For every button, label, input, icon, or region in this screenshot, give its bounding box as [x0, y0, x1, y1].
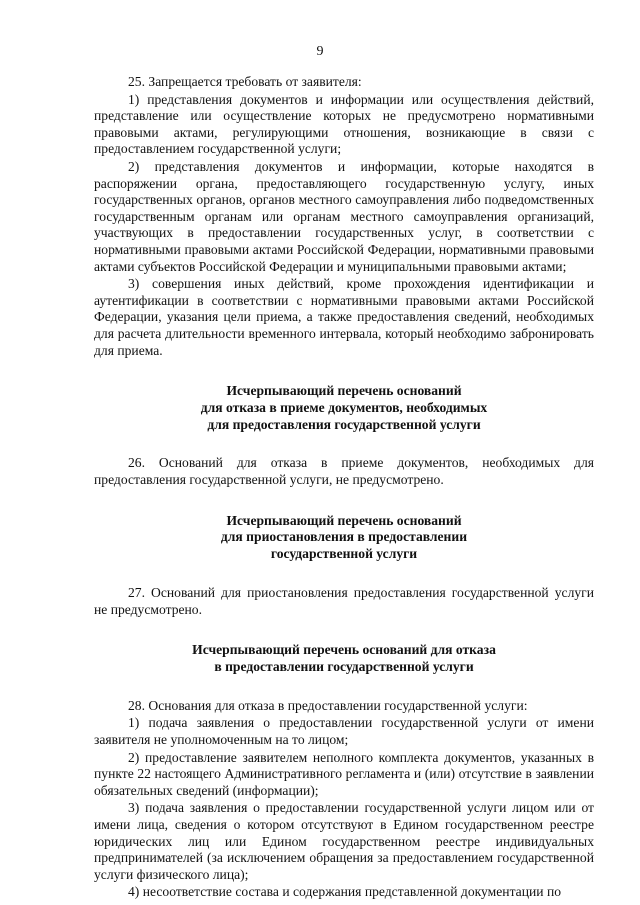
section-28-item-4: 4) несоответствие состава и содержания представленной документации по [128, 884, 562, 900]
heading-line: в предоставлении государственной услуги [214, 659, 474, 675]
heading-line: Исчерпывающий перечень оснований [226, 383, 462, 399]
section-28-item-2: 2) предоставление заявителем неполного комплекта документов, указанных в пункте 22 настоящего Административного регламента и (или) отсутствие в заявлении обязательных сведений (информации); [94, 749, 594, 798]
heading-refusal-service [94, 642, 594, 676]
heading-line: государственной услуги [270, 546, 418, 562]
document-body [94, 74, 594, 902]
section-27: 27. Оснований для приостановления предоставления государственной услуги не предусмотрено. [94, 585, 594, 617]
section-25-item-3: 3) совершения иных действий, кроме прохождения идентификации и аутентификации в соответствии с нормативными правовыми актами Российской Федерации, указания цели приема, а также предоставления сведений, необходимых для расчета длительности временного интервала, который необходимо забронировать для приема. [94, 276, 594, 358]
section-28-intro: 28. Основания для отказа в предоставлении государственной услуги: [128, 697, 528, 713]
section-28-item-1: 1) подача заявления о предоставлении государственной услуги от имени заявителя не уполномоченным на то лицом; [94, 715, 594, 748]
heading-line: Исчерпывающий перечень оснований [226, 512, 462, 528]
section-25-item-1: 1) представления документов и информации или осуществления действий, представление или осуществление которых не предусмотрено нормативными правовыми актами, регулирующими отношения, возникающие в связи с предоставлением государственной услуги; [94, 91, 594, 157]
section-25-item-2: 2) представления документов и информации, которые находятся в распоряжении органа, предоставляющего государственную услугу, иных государственных органов, органов местного самоуправления либо подведомственных государственным органам или органам местного самоуправления организаций, участвующих в предоставлении государственных услуг, в соответствии с нормативными правовыми актами Российской Федерации, нормативными правовыми актами субъектов Российской Федерации и муниципальными правовыми актами; [94, 158, 594, 274]
section-26: 26. Оснований для отказа в приеме документов, необходимых для предоставления государственной услуги, не предусмотрено. [94, 455, 594, 488]
heading-line: для приостановления в предоставлении [220, 529, 468, 545]
section-28-item-3: 3) подача заявления о предоставлении государственной услуги лицом или от имени лица, сведения о котором отсутствуют в Едином государственном реестре юридических лиц или Едином государственном реестре индивидуальных предпринимателей (за исключением обращения за предоставлением государственной услуги физического лица); [94, 800, 594, 882]
heading-line: Исчерпывающий перечень оснований для отказа [192, 642, 496, 658]
heading-line: для предоставления государственной услуги [207, 416, 481, 432]
section-25-intro: 25. Запрещается требовать от заявителя: [128, 74, 362, 89]
heading-line: для отказа в приеме документов, необходимых [200, 399, 488, 415]
heading-refusal-acceptance [94, 383, 594, 433]
page-number: 9 [316, 44, 324, 59]
heading-suspension [94, 513, 594, 563]
